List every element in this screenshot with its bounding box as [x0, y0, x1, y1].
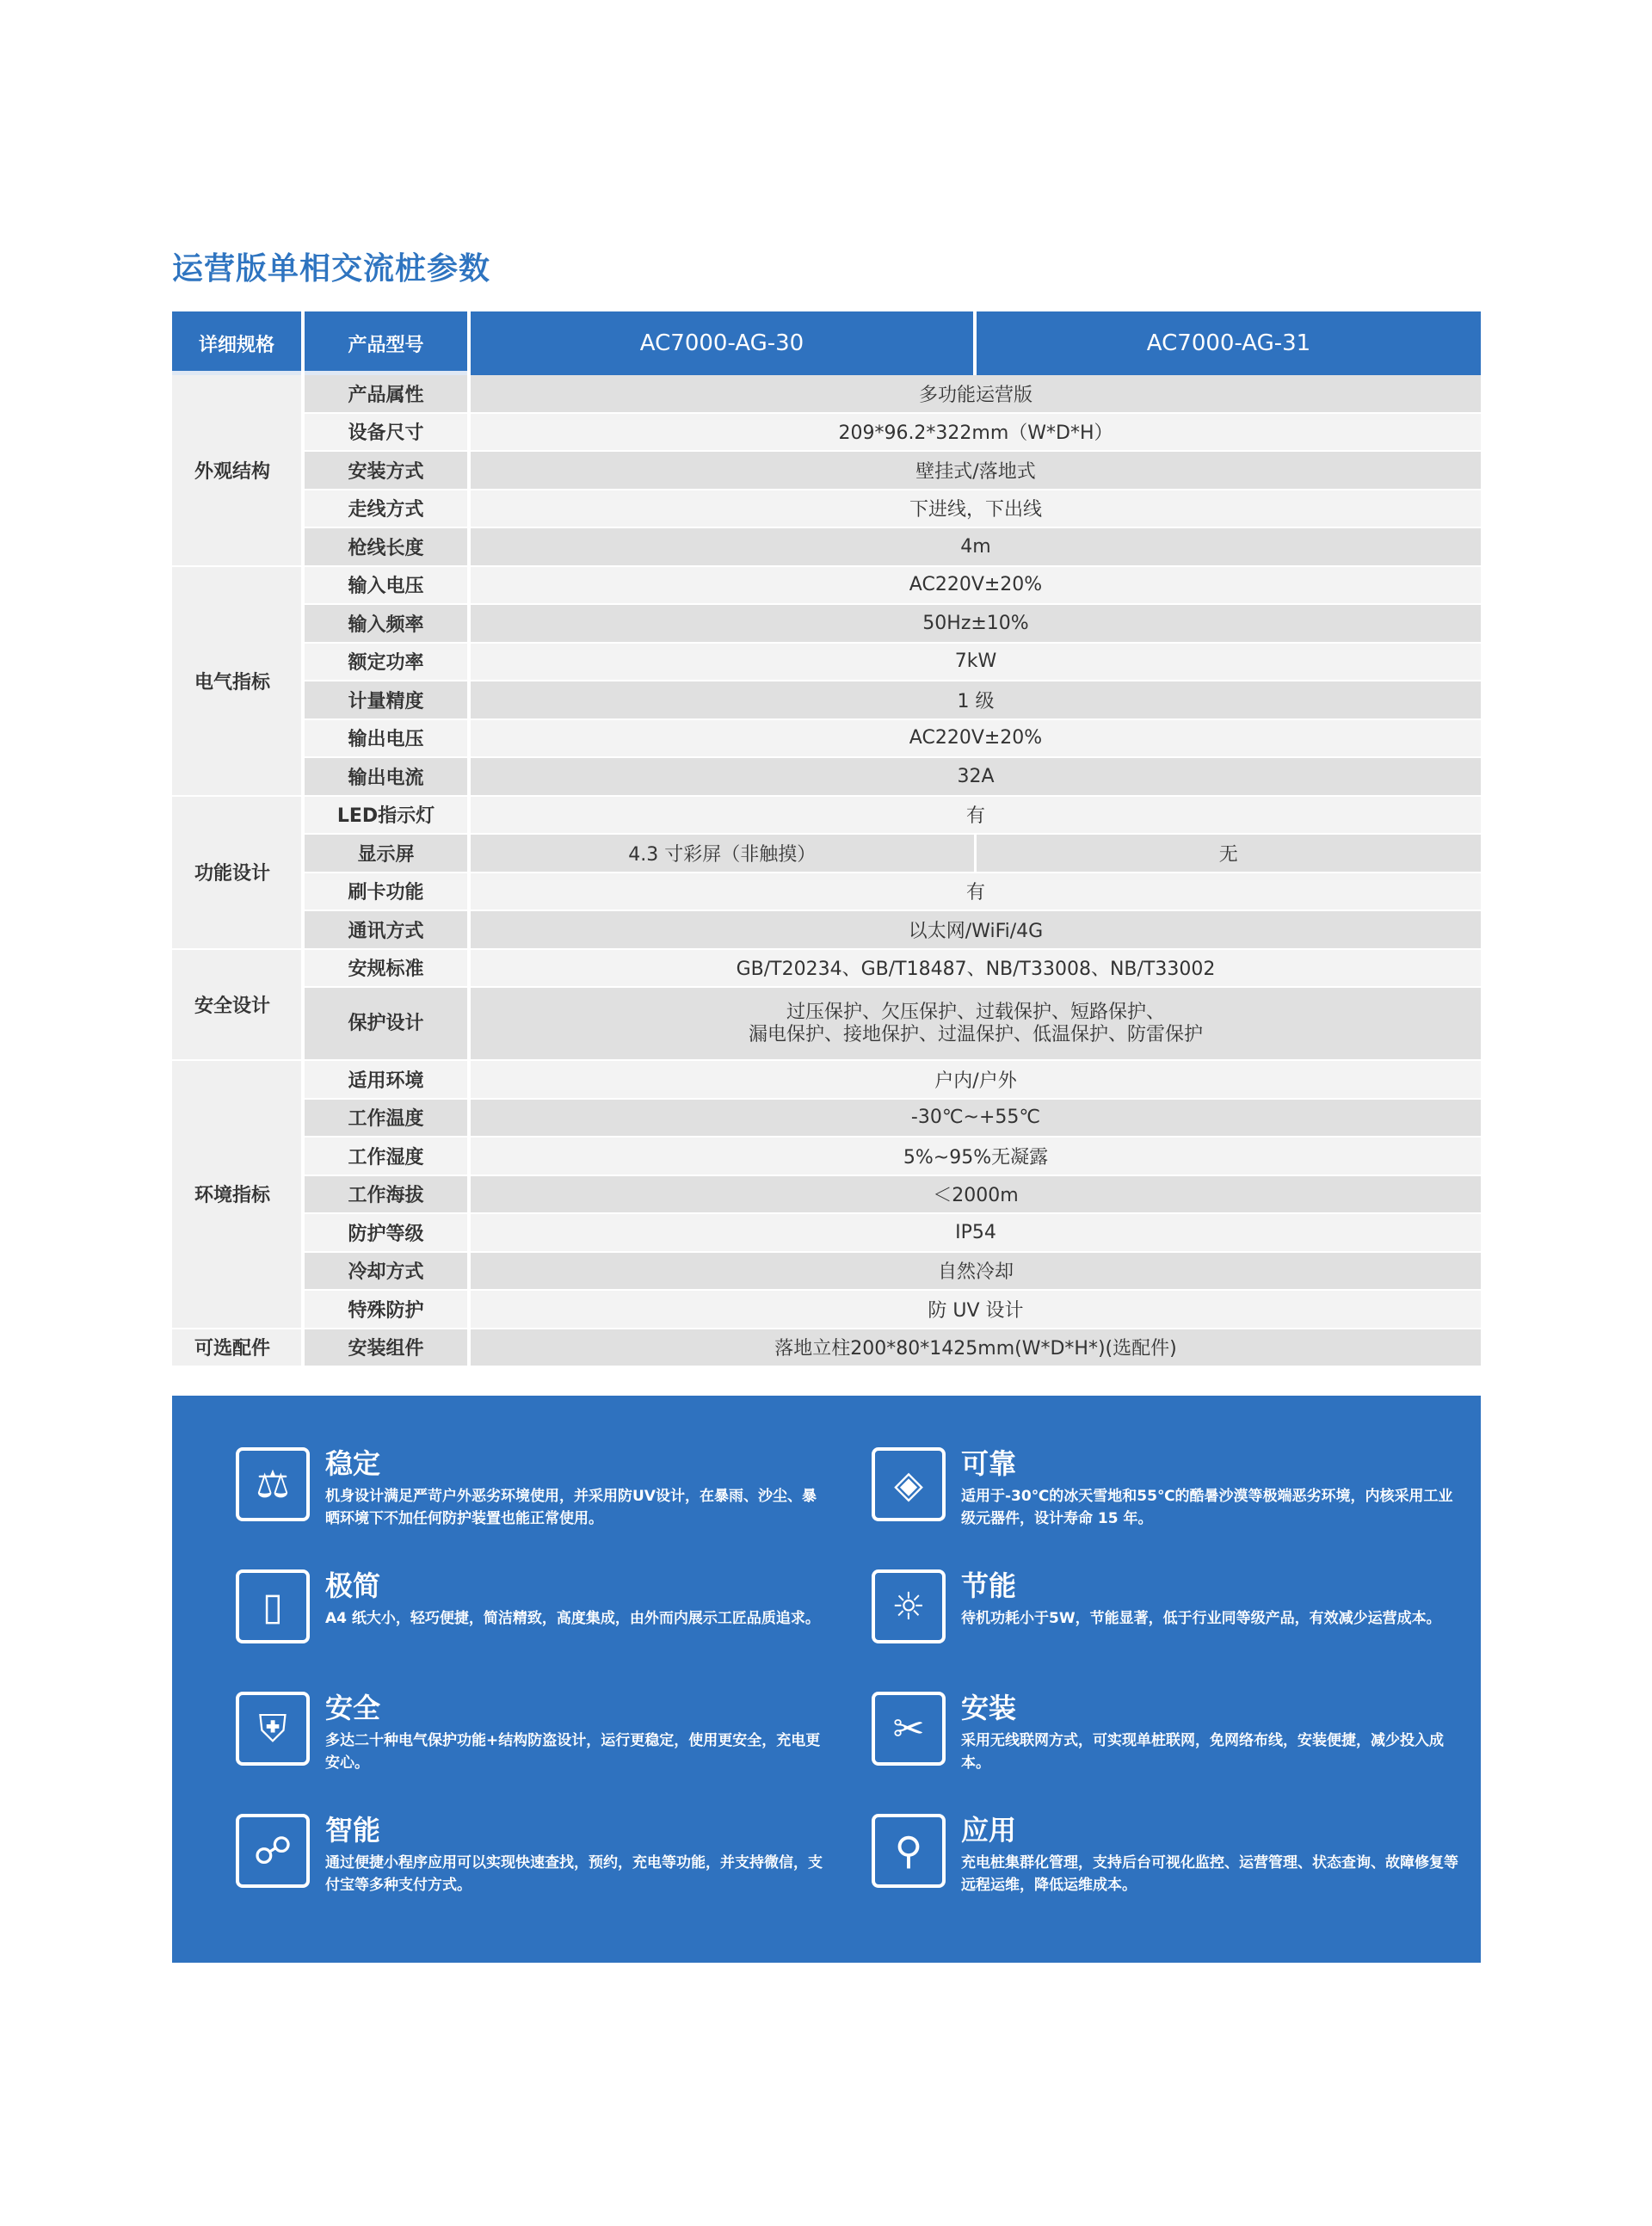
param-label: 冷却方式 [303, 1252, 469, 1291]
param-value: ＜2000m [469, 1175, 1481, 1214]
param-value: 4m [469, 527, 1481, 566]
table-row [172, 1213, 1481, 1252]
param-value: IP54 [469, 1213, 1481, 1252]
param-label: 计量精度 [303, 681, 469, 719]
param-value: 50Hz±10% [469, 604, 1481, 643]
param-value: 5%~95%无凝露 [469, 1137, 1481, 1175]
lightbulb-icon: ☼ [872, 1569, 946, 1643]
model-label-header: 产品型号 [303, 311, 469, 375]
feature-reliable [872, 1447, 1465, 1542]
model-header-a: AC7000-AG-30 [469, 311, 975, 375]
param-label: 刷卡功能 [303, 873, 469, 911]
table-row [172, 987, 1481, 1060]
feature-title: 智能 [325, 1814, 381, 1847]
feature-title: 可靠 [961, 1447, 1017, 1480]
table-row [172, 719, 1481, 758]
scale-icon: ⚖ [236, 1447, 310, 1521]
feature-desc: 多达二十种电气保护功能+结构防盗设计，运行更稳定，使用更安全，充电更安心。 [325, 1732, 821, 1772]
param-value: 多功能运营版 [469, 375, 1481, 413]
param-value: AC220V±20% [469, 719, 1481, 758]
feature-desc: 通过便捷小程序应用可以实现快速查找，预约，充电等功能，并支持微信，支付宝等多种支付方式。 [325, 1854, 823, 1894]
feature-desc: 采用无线联网方式，可实现单桩联网，免网络布线，安装便捷，减少投入成本。 [961, 1732, 1444, 1772]
feature-desc: A4 纸大小，轻巧便捷，简洁精致，高度集成，由外而内展示工匠品质追求。 [325, 1610, 820, 1627]
table-row [172, 949, 1481, 988]
table-row [172, 1099, 1481, 1138]
param-label: LED指示灯 [303, 796, 469, 835]
feature-title: 安装 [961, 1692, 1017, 1724]
param-label: 走线方式 [303, 490, 469, 528]
table-row [172, 527, 1481, 566]
param-value: 落地立柱200*80*1425mm(W*D*H*)(选配件) [469, 1329, 1481, 1367]
table-row [172, 910, 1481, 949]
param-value: AC220V±20% [469, 566, 1481, 605]
param-value: 壁挂式/落地式 [469, 451, 1481, 490]
tools-icon: ✂ [872, 1692, 946, 1766]
feature-desc: 机身设计满足严苛户外恶劣环境使用，并采用防UV设计，在暴雨、沙尘、暴晒环境下不加任何防护装置也能正常使用。 [325, 1488, 817, 1527]
param-value: -30℃~+55℃ [469, 1099, 1481, 1138]
param-label: 通讯方式 [303, 910, 469, 949]
magnifier-icon: ⚲ [872, 1814, 946, 1888]
param-label: 适用环境 [303, 1060, 469, 1099]
param-label: 特殊防护 [303, 1290, 469, 1329]
param-value-b: 无 [975, 834, 1481, 873]
tablet-icon: ▯ [236, 1569, 310, 1643]
android-icon: ☍ [236, 1814, 310, 1888]
table-row [172, 873, 1481, 911]
param-label: 额定功率 [303, 643, 469, 681]
spec-table [172, 311, 1481, 1367]
param-value-line: 漏电保护、接地保护、过温保护、低温保护、防雷保护 [748, 1023, 1203, 1045]
table-row [172, 796, 1481, 835]
param-value: 下进线，下出线 [469, 490, 1481, 528]
category-optional: 可选配件 [172, 1329, 303, 1367]
feature-application [872, 1814, 1465, 1908]
table-header-row [172, 311, 1481, 375]
category-safety: 安全设计 [172, 949, 303, 1061]
param-value: 有 [469, 873, 1481, 911]
param-value: 以太网/WiFi/4G [469, 910, 1481, 949]
table-row [172, 451, 1481, 490]
table-row [172, 834, 1481, 873]
table-row [172, 490, 1481, 528]
param-value-line: 过压保护、欠压保护、过载保护、短路保护、 [786, 1002, 1165, 1024]
feature-desc: 适用于-30℃的冰天雪地和55℃的酷暑沙漠等极端恶劣环境，内核采用工业级元器件，设计寿命 15 年。 [961, 1488, 1453, 1527]
table-row [172, 375, 1481, 413]
spec-label-header: 详细规格 [172, 311, 303, 375]
param-value: 自然冷却 [469, 1252, 1481, 1291]
category-appearance: 外观结构 [172, 375, 303, 566]
param-value-a: 4.3 寸彩屏（非触摸） [469, 834, 975, 873]
table-row [172, 1329, 1481, 1367]
table-row [172, 757, 1481, 796]
table-row [172, 566, 1481, 605]
shield-icon: ⛨ [236, 1692, 310, 1766]
table-row [172, 1252, 1481, 1291]
feature-desc: 充电桩集群化管理，支持后台可视化监控、运营管理、状态查询、故障修复等远程运维，降低运维成本。 [961, 1854, 1458, 1894]
param-label: 工作温度 [303, 1099, 469, 1138]
param-label: 输出电流 [303, 757, 469, 796]
table-row [172, 1060, 1481, 1099]
feature-title: 节能 [961, 1569, 1017, 1602]
table-row [172, 1137, 1481, 1175]
param-label: 安规标准 [303, 949, 469, 988]
feature-title: 应用 [961, 1814, 1017, 1847]
table-row [172, 1175, 1481, 1214]
feature-title: 安全 [325, 1692, 381, 1724]
table-row [172, 604, 1481, 643]
category-function: 功能设计 [172, 796, 303, 949]
param-value: 7kW [469, 643, 1481, 681]
param-label: 枪线长度 [303, 527, 469, 566]
feature-title: 极简 [325, 1569, 381, 1602]
param-label: 工作海拔 [303, 1175, 469, 1214]
param-label: 输入电压 [303, 566, 469, 605]
feature-stable [236, 1447, 829, 1542]
table-row [172, 681, 1481, 719]
model-header-b: AC7000-AG-31 [975, 311, 1481, 375]
table-row [172, 1290, 1481, 1329]
param-value: 209*96.2*322mm（W*D*H） [469, 413, 1481, 452]
param-value: 32A [469, 757, 1481, 796]
feature-desc: 待机功耗小于5W，节能显著，低于行业同等级产品，有效减少运营成本。 [961, 1610, 1441, 1627]
feature-install [872, 1692, 1465, 1786]
param-label: 输入频率 [303, 604, 469, 643]
feature-energy [872, 1569, 1465, 1664]
category-electrical: 电气指标 [172, 566, 303, 796]
param-label: 保护设计 [303, 987, 469, 1060]
param-label: 安装方式 [303, 451, 469, 490]
param-value: 防 UV 设计 [469, 1290, 1481, 1329]
category-environment: 环境指标 [172, 1060, 303, 1329]
param-value: 1 级 [469, 681, 1481, 719]
table-row [172, 413, 1481, 452]
param-label: 工作湿度 [303, 1137, 469, 1175]
feature-smart [236, 1814, 829, 1908]
param-label: 显示屏 [303, 834, 469, 873]
param-label: 输出电压 [303, 719, 469, 758]
param-label: 产品属性 [303, 375, 469, 413]
param-value [469, 987, 1481, 1060]
feature-minimal [236, 1569, 829, 1664]
param-value: 户内/户外 [469, 1060, 1481, 1099]
param-label: 防护等级 [303, 1213, 469, 1252]
features-panel [172, 1396, 1481, 1963]
feature-title: 稳定 [325, 1447, 381, 1480]
param-label: 安装组件 [303, 1329, 469, 1367]
table-row [172, 643, 1481, 681]
page-title: 运营版单相交流桩参数 [172, 251, 491, 287]
feature-safety [236, 1692, 829, 1786]
param-value: GB/T20234、GB/T18487、NB/T33008、NB/T33002 [469, 949, 1481, 988]
diamond-icon: ◈ [872, 1447, 946, 1521]
param-value: 有 [469, 796, 1481, 835]
param-label: 设备尺寸 [303, 413, 469, 452]
